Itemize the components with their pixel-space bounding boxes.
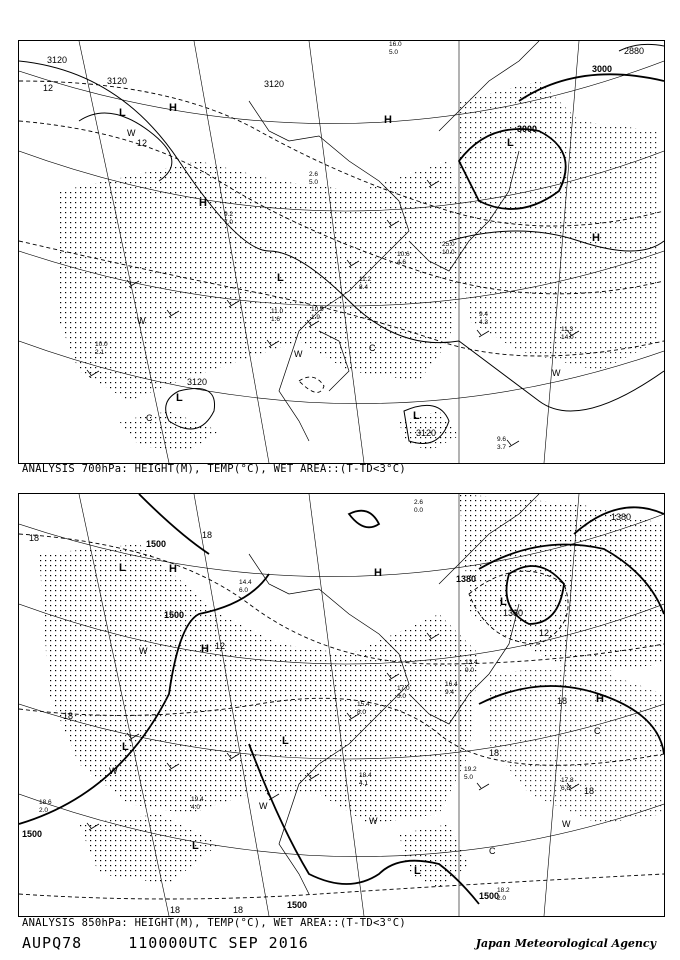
warm-center: W bbox=[369, 816, 378, 826]
temp-label: 12 bbox=[137, 138, 148, 148]
map-panel-700hpa bbox=[18, 40, 665, 464]
pressure-center: L bbox=[119, 107, 126, 119]
warm-center: W bbox=[562, 819, 571, 829]
station-temp: 17.0 bbox=[397, 685, 410, 692]
height-label: 2880 bbox=[624, 46, 645, 56]
station-dewpoint: 9.4 bbox=[445, 689, 455, 696]
wet-areas-850 bbox=[39, 494, 664, 889]
height-label: 3000 bbox=[592, 64, 613, 74]
cold-center: C bbox=[369, 343, 376, 353]
station-temp: 9.2 bbox=[224, 211, 234, 218]
pressure-center: H bbox=[169, 563, 177, 575]
station-dewpoint: 0.0 bbox=[414, 507, 424, 514]
map-panel-850hpa bbox=[18, 493, 665, 917]
temp-label: 18 bbox=[170, 905, 181, 915]
pressure-center: H bbox=[199, 197, 207, 209]
map-850hpa-svg bbox=[19, 494, 664, 916]
caption-850hpa: ANALYSIS 850hPa: HEIGHT(M), TEMP(°C), WET AREA::(T-TD<3°C) bbox=[22, 917, 407, 929]
warm-center: W bbox=[259, 801, 268, 811]
station-dewpoint: 4.3 bbox=[479, 319, 489, 326]
station-dewpoint: 3.7 bbox=[497, 444, 507, 451]
station-dewpoint: 10.0 bbox=[442, 249, 455, 256]
station-dewpoint: 5.0 bbox=[389, 49, 399, 56]
warm-center: W bbox=[137, 316, 146, 326]
station-temp: 16.0 bbox=[389, 41, 402, 48]
station-temp: 18.2 bbox=[497, 887, 510, 894]
station-temp: 10.5 bbox=[311, 306, 324, 313]
height-label: 3120 bbox=[416, 428, 437, 438]
pressure-center: H bbox=[201, 643, 209, 655]
pressure-center: H bbox=[384, 114, 392, 126]
station-temp: 14.4 bbox=[239, 579, 252, 586]
map-700hpa-svg bbox=[19, 41, 664, 463]
station-temp: 19.2 bbox=[464, 766, 477, 773]
temp-label: 18 bbox=[29, 533, 40, 543]
station-temp: 16.4 bbox=[445, 681, 458, 688]
station-temp: 9.6 bbox=[497, 436, 507, 443]
temp-label: 12 bbox=[43, 83, 54, 93]
station-dewpoint: 8.0 bbox=[357, 709, 367, 716]
height-label: 3120 bbox=[107, 76, 128, 86]
pressure-center: L bbox=[414, 865, 421, 877]
station-dewpoint: 4.6 bbox=[397, 259, 407, 266]
pressure-center: L bbox=[413, 410, 420, 422]
station-temp: 2.6 bbox=[309, 171, 319, 178]
station-dewpoint: 5.0 bbox=[309, 179, 319, 186]
height-label: 3120 bbox=[187, 377, 208, 387]
pressure-center: L bbox=[119, 562, 126, 574]
station-temp: 18.6 bbox=[39, 799, 52, 806]
station-temp: 11.3 bbox=[561, 326, 574, 333]
station-dewpoint: 5.0 bbox=[464, 774, 474, 781]
station-dewpoint: 3.0 bbox=[397, 693, 407, 700]
station-temp: 17.8 bbox=[561, 777, 574, 784]
station-temp: 10.0 bbox=[95, 341, 108, 348]
cold-center: C bbox=[489, 846, 496, 856]
pressure-center: L bbox=[277, 272, 284, 284]
height-label: 1500 bbox=[479, 891, 500, 901]
pressure-center: H bbox=[374, 567, 382, 579]
pressure-center: L bbox=[192, 840, 199, 852]
station-dewpoint: 2.0 bbox=[497, 895, 507, 902]
station-temp: 18.4 bbox=[359, 772, 372, 779]
station-temp: 13.4 bbox=[465, 659, 478, 666]
station-temp: 2.6 bbox=[414, 499, 424, 506]
temp-label: 12 bbox=[215, 641, 226, 651]
temp-label: 18 bbox=[63, 711, 74, 721]
station-temp: 19.4 bbox=[191, 796, 204, 803]
temp-label: 18 bbox=[233, 905, 244, 915]
station-temp: 9.4 bbox=[479, 311, 489, 318]
height-label: 1500 bbox=[22, 829, 43, 839]
station-dewpoint: 7.0 bbox=[224, 219, 234, 226]
station-dewpoint: 4.1 bbox=[359, 780, 369, 787]
station-dewpoint: 9.0 bbox=[465, 667, 475, 674]
pressure-center: L bbox=[176, 392, 183, 404]
station-temp: 10.6 bbox=[397, 251, 410, 258]
product-code: AUPQ78 bbox=[22, 934, 83, 952]
station-dewpoint: 6.0 bbox=[239, 587, 249, 594]
pressure-center: H bbox=[592, 232, 600, 244]
height-label: 1500 bbox=[164, 610, 185, 620]
warm-center: W bbox=[139, 646, 148, 656]
height-label: 1380 bbox=[503, 608, 524, 618]
warm-center: W bbox=[127, 128, 136, 138]
temp-label: 18 bbox=[489, 748, 500, 758]
station-dewpoint: 2.0 bbox=[39, 807, 49, 814]
cold-center: C bbox=[146, 413, 153, 423]
height-label: 1500 bbox=[146, 539, 167, 549]
warm-center: W bbox=[294, 349, 303, 359]
station-temp: 15.4 bbox=[357, 701, 370, 708]
pressure-center: H bbox=[169, 102, 177, 114]
height-label: 1380 bbox=[456, 574, 477, 584]
station-dewpoint: 1.6 bbox=[271, 316, 281, 323]
station-dewpoint: 8.4 bbox=[359, 284, 369, 291]
temp-label: 18 bbox=[202, 530, 213, 540]
warm-center: W bbox=[552, 368, 561, 378]
temp-label: 12 bbox=[539, 628, 550, 638]
cold-center: C bbox=[594, 726, 601, 736]
height-label: 3120 bbox=[47, 55, 68, 65]
station-dewpoint: 1.9 bbox=[311, 314, 321, 321]
pressure-center: L bbox=[122, 741, 129, 753]
valid-time: 110000UTC SEP 2016 bbox=[128, 934, 309, 952]
wet-areas-700 bbox=[59, 81, 659, 451]
product-header bbox=[22, 934, 309, 952]
height-label: 3000 bbox=[517, 124, 538, 134]
pressure-center: L bbox=[500, 596, 507, 608]
station-dewpoint: 4.0 bbox=[191, 804, 201, 811]
station-dewpoint: 2.1 bbox=[95, 349, 105, 356]
pressure-center: L bbox=[507, 137, 514, 149]
station-dewpoint: 14.0 bbox=[561, 334, 574, 341]
height-label: 1380 bbox=[611, 512, 632, 522]
temp-label: 18 bbox=[584, 786, 595, 796]
station-dewpoint: 6.8 bbox=[561, 785, 571, 792]
pressure-center: L bbox=[282, 735, 289, 747]
agency-name: Japan Meteorological Agency bbox=[475, 937, 656, 950]
caption-700hpa: ANALYSIS 700hPa: HEIGHT(M), TEMP(°C), WET AREA::(T-TD<3°C) bbox=[22, 463, 407, 475]
station-temp: 25.0 bbox=[442, 241, 455, 248]
station-temp: 11.2 bbox=[359, 276, 372, 283]
pressure-center: H bbox=[596, 693, 604, 705]
temp-label: 18 bbox=[557, 696, 568, 706]
height-label: 3120 bbox=[264, 79, 285, 89]
warm-center: W bbox=[109, 766, 118, 776]
height-label: 1500 bbox=[287, 900, 308, 910]
station-temp: 11.0 bbox=[271, 308, 284, 315]
